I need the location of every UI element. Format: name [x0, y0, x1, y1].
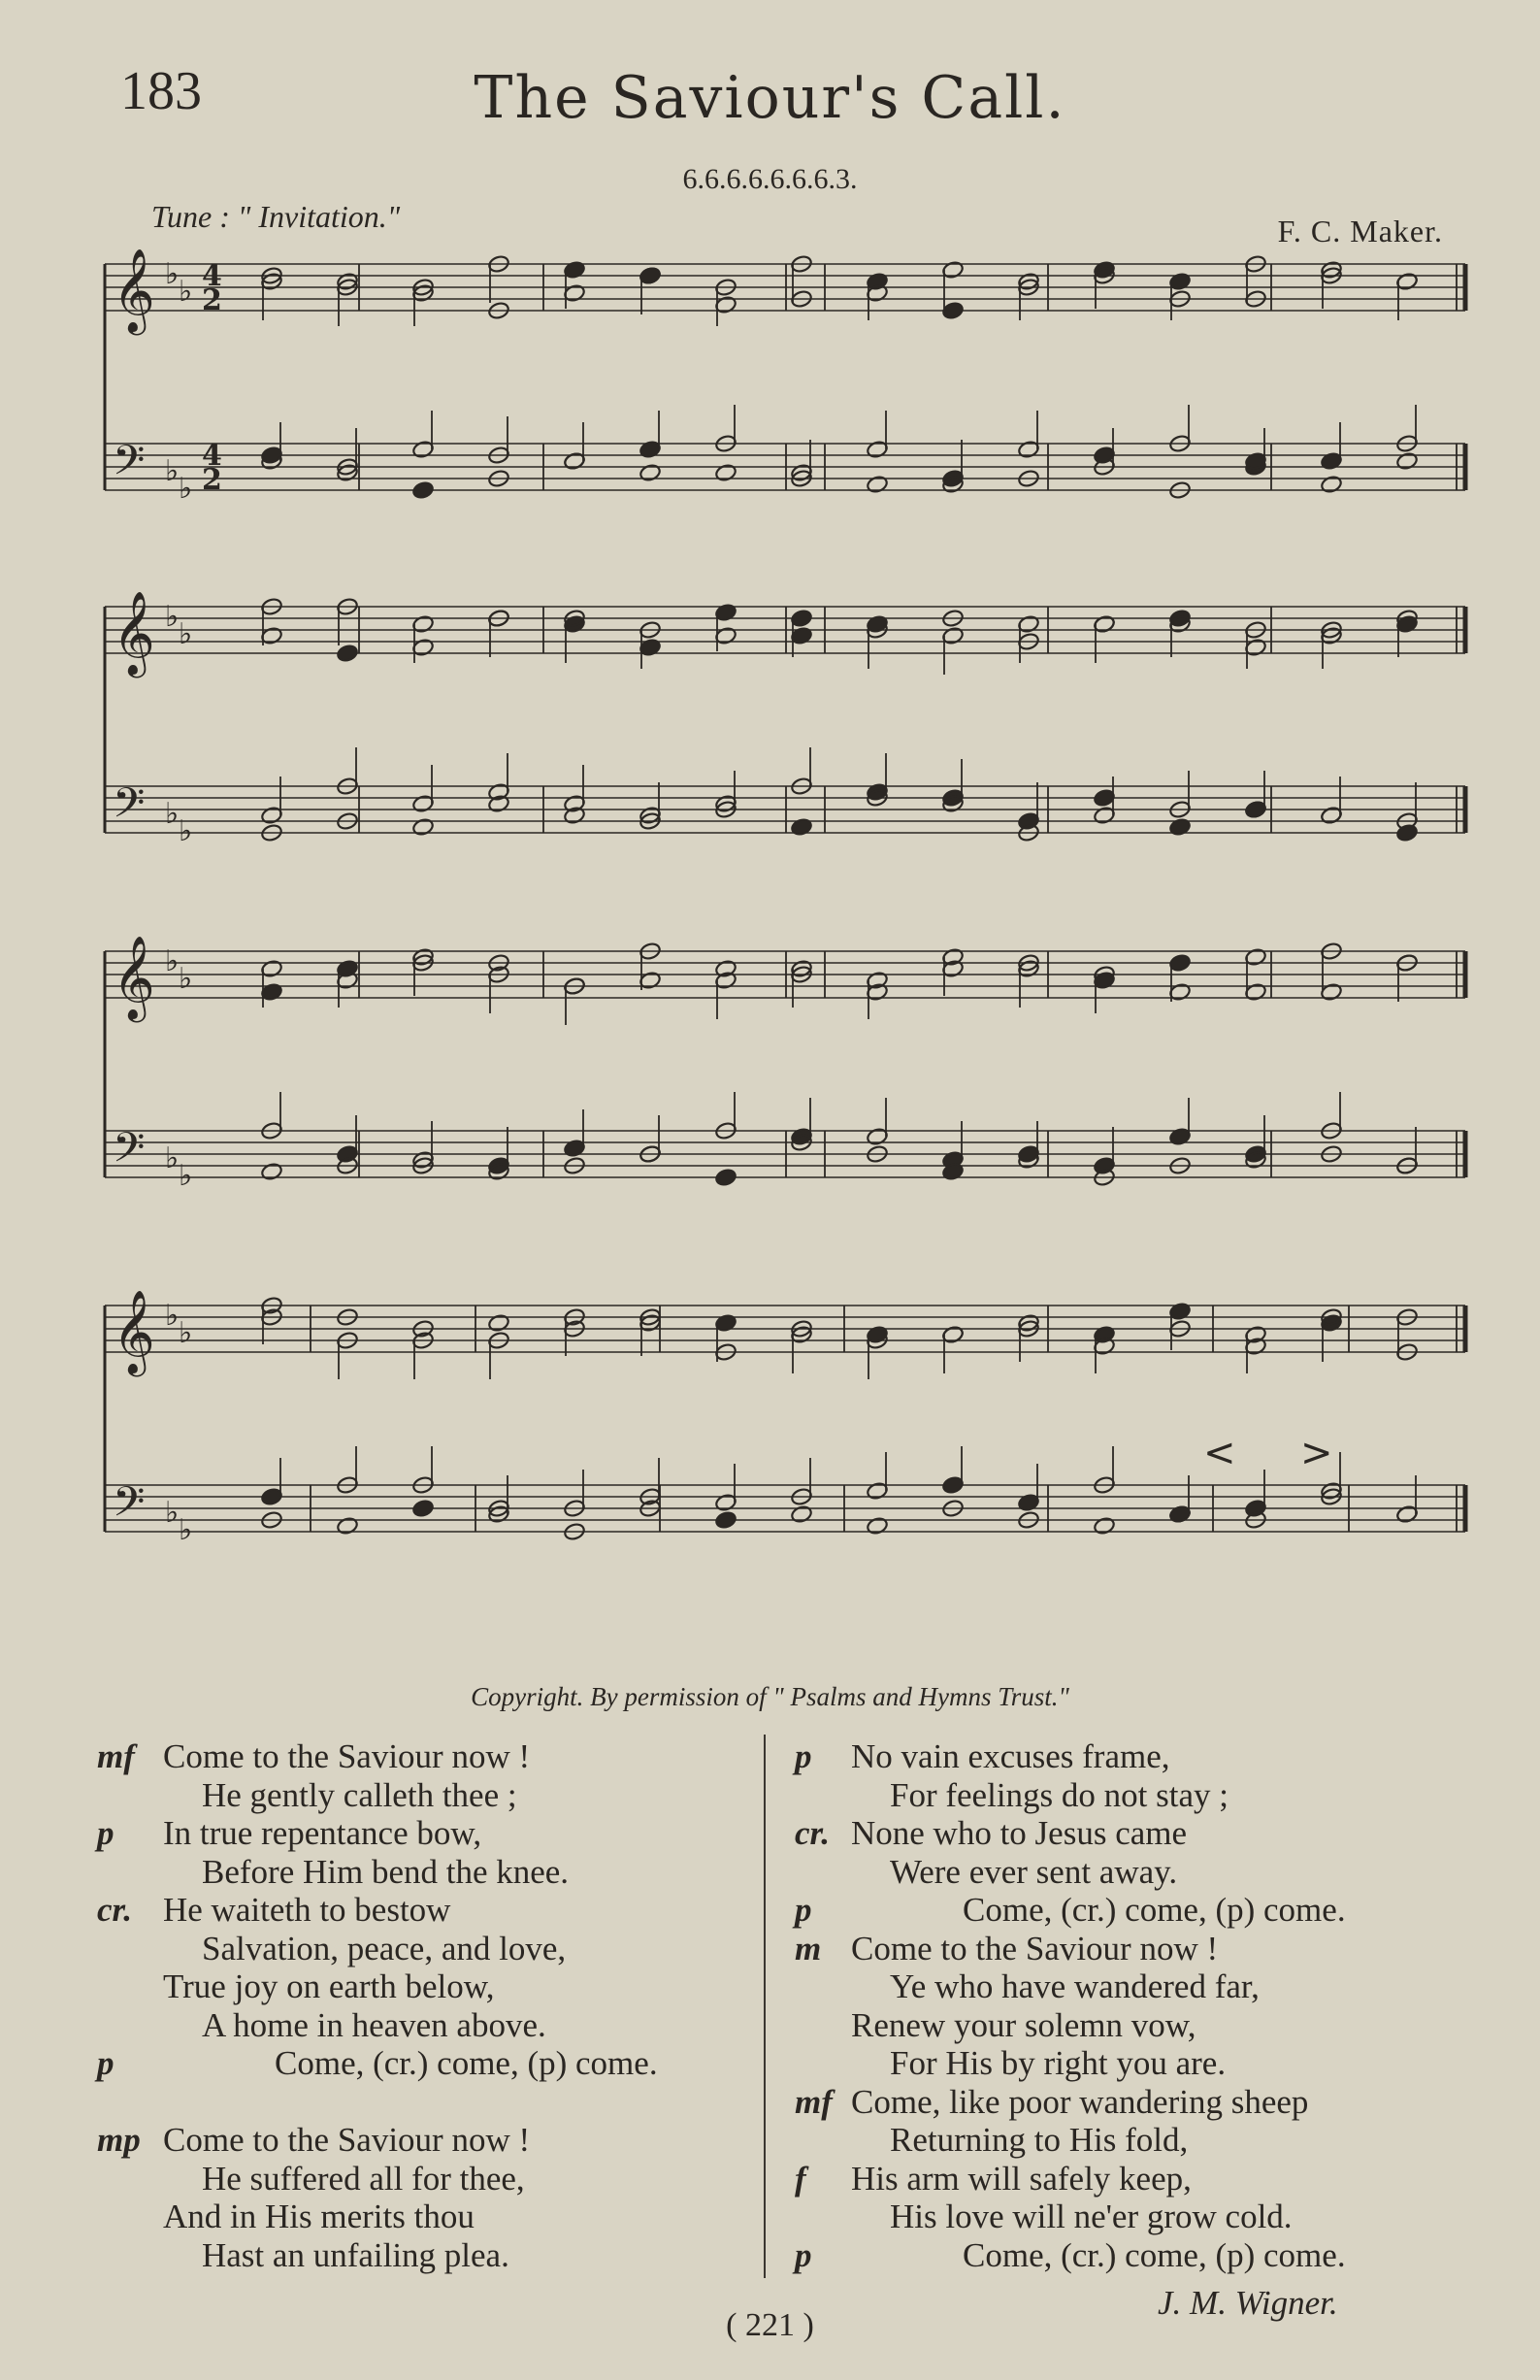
note-head — [866, 1516, 889, 1536]
verse-line — [0, 2198, 764, 2236]
tune-name: Tune : " Invitation." — [151, 199, 401, 234]
verse-line — [766, 2121, 1540, 2160]
dynamic-marking: mf — [795, 2082, 833, 2121]
verse-text: For His by right you are. — [890, 2044, 1227, 2082]
flat-icon: ♭ — [165, 797, 180, 831]
music-system — [105, 591, 1465, 848]
note-head — [714, 1168, 737, 1187]
dynamic-marking: cr. — [97, 1891, 132, 1929]
verse-text: Come to the Saviour now ! — [163, 1737, 531, 1775]
page-number: ( 221 ) — [726, 2307, 814, 2343]
bass-clef-icon: 𝄢 — [113, 1124, 146, 1182]
treble-clef-icon: 𝄞 — [113, 1290, 155, 1373]
verse-line — [766, 2083, 1540, 2122]
copyright-notice: Copyright. By permission of " Psalms and Hymns Trust." — [471, 1682, 1069, 1711]
verse-line — [0, 2083, 764, 2122]
flat-icon: ♭ — [165, 1496, 180, 1530]
dynamic-marking: cr. — [795, 1814, 830, 1852]
note-head — [336, 644, 359, 663]
bass-clef-icon: 𝄢 — [113, 437, 146, 495]
flat-icon: ♭ — [179, 962, 193, 996]
verse-text: He waiteth to bestow — [163, 1891, 451, 1929]
time-signature: 2 — [202, 283, 222, 317]
verse-text: A home in heaven above. — [202, 2005, 546, 2044]
flat-icon: ♭ — [179, 617, 193, 651]
verse-text: Renew your solemn vow, — [851, 2005, 1196, 2044]
verse-line — [766, 2044, 1540, 2083]
dynamic-marking: p — [97, 1814, 115, 1852]
flat-icon: ♭ — [165, 257, 180, 291]
verse-text: Come, (cr.) come, (p) come. — [963, 2235, 1346, 2274]
note-head — [866, 475, 889, 494]
flat-icon: ♭ — [179, 1159, 193, 1193]
music-score — [87, 248, 1485, 1645]
flat-icon: ♭ — [179, 1513, 193, 1547]
verse-line — [0, 2236, 764, 2275]
verse-text: Ye who have wandered far, — [890, 1967, 1260, 2005]
verse-line — [766, 2160, 1540, 2198]
verse-text: Returning to His fold, — [890, 2121, 1189, 2159]
verse-text: He gently calleth thee ; — [202, 1775, 517, 1814]
dynamic-marking: mp — [97, 2121, 141, 2159]
hymn-title: The Saviour's Call. — [474, 64, 1066, 132]
note-head — [1093, 1516, 1116, 1536]
verse-column-left — [0, 1737, 764, 2320]
dynamic-marking: mf — [97, 1737, 135, 1775]
flat-icon: ♭ — [165, 454, 180, 488]
verse-text: His love will ne'er grow cold. — [890, 2198, 1293, 2235]
verse-text: Salvation, peace, and love, — [202, 1929, 567, 1967]
dynamic-marking: p — [97, 2044, 115, 2082]
hymn-meter: 6.6.6.6.6.6.6.3. — [682, 163, 858, 195]
verse-line — [766, 1737, 1540, 1776]
verse-text: Come, (cr.) come, (p) come. — [963, 1891, 1346, 1929]
verse-line — [0, 1967, 764, 2006]
verse-line — [0, 1737, 764, 1776]
crescendo-hairpin: < — [1203, 1431, 1236, 1475]
note-head — [487, 1313, 510, 1333]
verse-line — [766, 2236, 1540, 2275]
verse-line — [766, 1853, 1540, 1892]
treble-clef-icon: 𝄞 — [113, 591, 155, 675]
note-head — [639, 463, 662, 482]
time-signature: 4 — [202, 259, 222, 293]
verse-line — [0, 1891, 764, 1930]
note-head — [790, 817, 813, 837]
verse-text: True joy on earth below, — [163, 1967, 495, 2005]
flat-icon: ♭ — [165, 1299, 180, 1333]
verse-text: His arm will safely keep, — [851, 2159, 1192, 2198]
music-system — [105, 936, 1465, 1193]
verse-line — [0, 1814, 764, 1853]
note-head — [336, 1516, 359, 1536]
hymn-number: 183 — [120, 61, 202, 121]
treble-clef-icon: 𝄞 — [113, 936, 155, 1019]
flat-icon: ♭ — [179, 472, 193, 506]
note-head — [411, 817, 435, 837]
note-head — [714, 1510, 737, 1530]
verse-line — [766, 1776, 1540, 1815]
dynamic-marking: m — [795, 1929, 822, 1967]
flat-icon: ♭ — [165, 1141, 180, 1175]
verse-text: Come, like poor wandering sheep — [851, 2082, 1309, 2121]
verse-line — [0, 1776, 764, 1815]
note-head — [714, 463, 737, 482]
note-head — [260, 1162, 283, 1181]
verse-text: Come to the Saviour now ! — [851, 1929, 1219, 1967]
time-signature: 2 — [202, 463, 222, 497]
verse-text: Were ever sent away. — [890, 1852, 1178, 1891]
verse-line — [0, 2006, 764, 2045]
verse-line — [766, 2198, 1540, 2236]
verse-text: Hast an unfailing plea. — [202, 2235, 509, 2274]
verse-line — [0, 2160, 764, 2198]
verse-text: None who to Jesus came — [851, 1814, 1188, 1852]
verse-line — [766, 2006, 1540, 2045]
note-head — [790, 1504, 813, 1524]
music-system — [105, 248, 1465, 506]
music-system — [105, 1290, 1465, 1547]
verse-line — [766, 1930, 1540, 1968]
verse-line — [0, 1930, 764, 1968]
verse-line — [766, 1814, 1540, 1853]
diminuendo-hairpin: > — [1300, 1431, 1333, 1475]
verse-text: Before Him bend the knee. — [202, 1852, 570, 1891]
verse-line — [766, 1891, 1540, 1930]
verse-text: For feelings do not stay ; — [890, 1775, 1229, 1814]
verse-text: He suffered all for thee, — [202, 2159, 525, 2198]
treble-clef-icon: 𝄞 — [113, 248, 155, 332]
verse-text: Come to the Saviour now ! — [163, 2121, 531, 2159]
dynamic-marking: p — [795, 2235, 812, 2274]
time-signature: 4 — [202, 439, 222, 473]
verse-line — [766, 1967, 1540, 2006]
verse-line — [0, 2121, 764, 2160]
flat-icon: ♭ — [165, 944, 180, 978]
dynamic-marking: p — [795, 1891, 812, 1929]
dynamic-marking: p — [795, 1737, 812, 1775]
composer-name: F. C. Maker. — [1277, 214, 1443, 248]
flat-icon: ♭ — [179, 1316, 193, 1350]
note-head — [1168, 817, 1192, 837]
verse-text: Come, (cr.) come, (p) come. — [275, 2044, 658, 2082]
note-head — [411, 480, 435, 500]
hymn-author: J. M. Wigner. — [1158, 2284, 1338, 2322]
note-head — [411, 1499, 435, 1518]
verse-text: In true repentance bow, — [163, 1814, 482, 1852]
verse-line — [0, 1853, 764, 1892]
bass-clef-icon: 𝄢 — [113, 779, 146, 838]
flat-icon: ♭ — [179, 814, 193, 848]
verse-column-right — [766, 1737, 1540, 2320]
flat-icon: ♭ — [179, 275, 193, 309]
verse-line — [0, 2044, 764, 2083]
verse-text: No vain excuses frame, — [851, 1737, 1170, 1775]
bass-clef-icon: 𝄢 — [113, 1478, 146, 1537]
note-head — [1395, 451, 1419, 471]
dynamic-marking: f — [795, 2159, 806, 2198]
verse-text: And in His merits thou — [163, 2198, 475, 2235]
note-head — [1320, 475, 1343, 494]
flat-icon: ♭ — [165, 600, 180, 634]
